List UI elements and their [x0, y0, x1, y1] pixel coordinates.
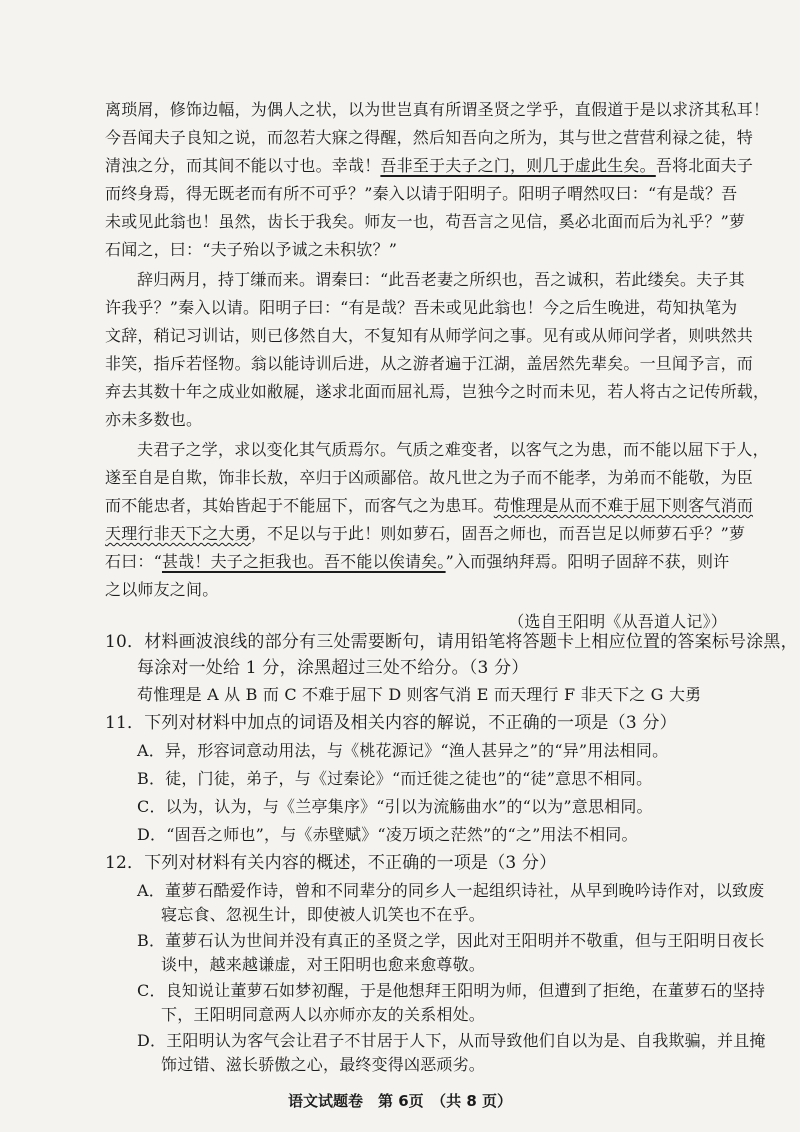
- option-a: A．异，形容词意动用法，与《桃花源记》“渔人甚异之”的“异”用法相同。: [137, 741, 669, 760]
- passage-line: 遂至自是自欺，饰非长敖，卒归于凶顽鄙倍。故凡世之为子而不能孝，为弟而不能敬，为臣: [105, 468, 754, 487]
- underlined-sentence: 吾非至于夫子之门，则几于虚此生矣。: [380, 156, 656, 175]
- passage-line: 辞归两月，持丁缣而来。谓秦曰：“此吾老妻之所织也，吾之诚积，若此缕矣。夫子其: [137, 270, 745, 289]
- option-c: C．以为，认为，与《兰亭集序》“引以为流觞曲水”的“以为”意思相同。: [137, 797, 653, 816]
- passage-fragment: 清浊之分，而其间不能以寸也。幸哉！: [105, 156, 381, 175]
- question-stem: 11．下列对材料中加点的词语及相关内容的解说，不正确的一项是（3 分）: [105, 713, 677, 733]
- passage-line: 之以师友之间。: [105, 580, 219, 599]
- passage-line: 石闻之，曰：“夫子殆以予诚之未积欤？”: [105, 240, 398, 259]
- passage-fragment: ”入而强纳拜焉。阳明子固辞不获，则许: [445, 552, 730, 571]
- option-c: C．良知说让董萝石如梦初醒，于是他想拜王阳明为师，但遭到了拒绝，在董萝石的坚持: [137, 981, 766, 1000]
- passage-line: 文辞，稍记习训诂，则已侈然自大，不复知有从师学问之事。见有或从师问学者，则哄然共: [105, 326, 754, 345]
- passage-line: 弃去其数十年之成业如敝屣，遂求北面而屈礼焉，岂独今之时而未见，若人将古之记传所载，: [105, 382, 770, 401]
- option-c-cont: 下，王阳明同意两人以亦师亦友的关系相处。: [161, 1005, 486, 1024]
- passage-line: 离琐屑，修饰边幅，为偶人之状，以为世岂真有所谓圣贤之学乎，直假道于是以求济其私耳！: [105, 100, 770, 119]
- source-citation: （选自王阳明《从吾道人记》）: [508, 612, 727, 631]
- passage-line: 非笑，指斥若怪物。翁以能诗训后进，从之游者遍于江湖，盖居然先辈矣。一旦闻予言，而: [105, 354, 754, 373]
- question-stem: 10．材料画波浪线的部分有三处需要断句，请用铅笔将答题卡上相应位置的答案标号涂黑，: [105, 632, 798, 652]
- wavy-underlined-text: 苟惟理是从而不难于屈下则客气消而: [493, 496, 754, 515]
- passage-line: 夫君子之学，求以变化其气质焉尔。气质之难变者，以客气之为患，而不能以屈下于人，: [137, 440, 769, 459]
- underlined-sentence: 甚哉！夫子之拒我也。吾不能以俟请矣。: [161, 552, 446, 571]
- passage-fragment: 吾将北面夫子: [655, 156, 754, 175]
- passage-line: 而终身焉，得无既老而有所不可乎？”秦入以请于阳明子。阳明子喟然叹曰：“有是哉？吾: [105, 184, 738, 203]
- option-b: B．董萝石认为世间并没有真正的圣贤之学，因此对王阳明并不敬重，但与王阳明日夜长: [137, 931, 765, 950]
- passage-line: [105, 154, 754, 178]
- option-a: A．董萝石酷爱作诗，曾和不同辈分的同乡人一起组织诗社，从早到晚吟诗作对，以致废: [137, 881, 765, 900]
- passage-fragment: 而不能忠者，其始皆起于不能屈下，而客气之为患耳。: [105, 496, 494, 515]
- passage-fragment: 石曰：“: [105, 552, 162, 571]
- wavy-underlined-text: 天理行非天下之大勇: [105, 524, 251, 543]
- option-d: D．王阳明认为客气会让君子不甘居于人下，从而导致他们自以为是、自我欺骗，并且掩: [137, 1031, 766, 1050]
- passage-fragment: ，不足以与于此！则如萝石，固吾之师也，而吾岂足以师萝石乎？”萝: [250, 524, 746, 543]
- passage-line: 许我乎？”秦入以请。阳明子曰：“有是哉？吾未或见此翁也！今之后生晚进，苟知执笔为: [105, 298, 738, 317]
- option-d: D．“固吾之师也”，与《赤壁赋》“凌万顷之茫然”的“之”用法不相同。: [137, 825, 638, 844]
- option-d-cont: 饰过错、滋长骄傲之心，最终变得凶恶顽劣。: [161, 1055, 486, 1074]
- question-stem: 每涂对一处给 1 分，涂黑超过三处不给分。（3 分）: [137, 658, 529, 678]
- passage-line: 未或见此翁也！虽然，齿长于我矣。师友一也，苟吾言之见信，奚必北面而后为礼乎？”萝: [105, 212, 746, 231]
- option-b: B．徒，门徒，弟子，与《过秦论》“而迁徙之徒也”的“徒”意思不相同。: [137, 769, 653, 788]
- passage-line: [105, 494, 754, 518]
- passage-line: 今吾闻夫子良知之说，而忽若大寐之得醒，然后知吾向之所为，其与世之营营利禄之徒，特: [105, 128, 754, 147]
- option-b-cont: 谈中，越来越谦虚，对王阳明也愈来愈尊敬。: [161, 955, 486, 974]
- answer-markers-line: 苟惟理是 A 从 B 而 C 不难于屈下 D 则客气消 E 而天理行 F 非天下之 G 大勇: [137, 685, 702, 704]
- passage-line: 亦未多数也。: [105, 410, 203, 429]
- passage-line: [105, 550, 730, 574]
- passage-line: [105, 522, 746, 546]
- question-stem: 12．下列对材料有关内容的概述，不正确的一项是（3 分）: [105, 853, 557, 873]
- option-a-cont: 寝忘食、忽视生计，即使被人讥笑也不在乎。: [161, 905, 486, 924]
- page-footer: 语文试题卷 第 6页 （共 8 页）: [287, 1092, 513, 1110]
